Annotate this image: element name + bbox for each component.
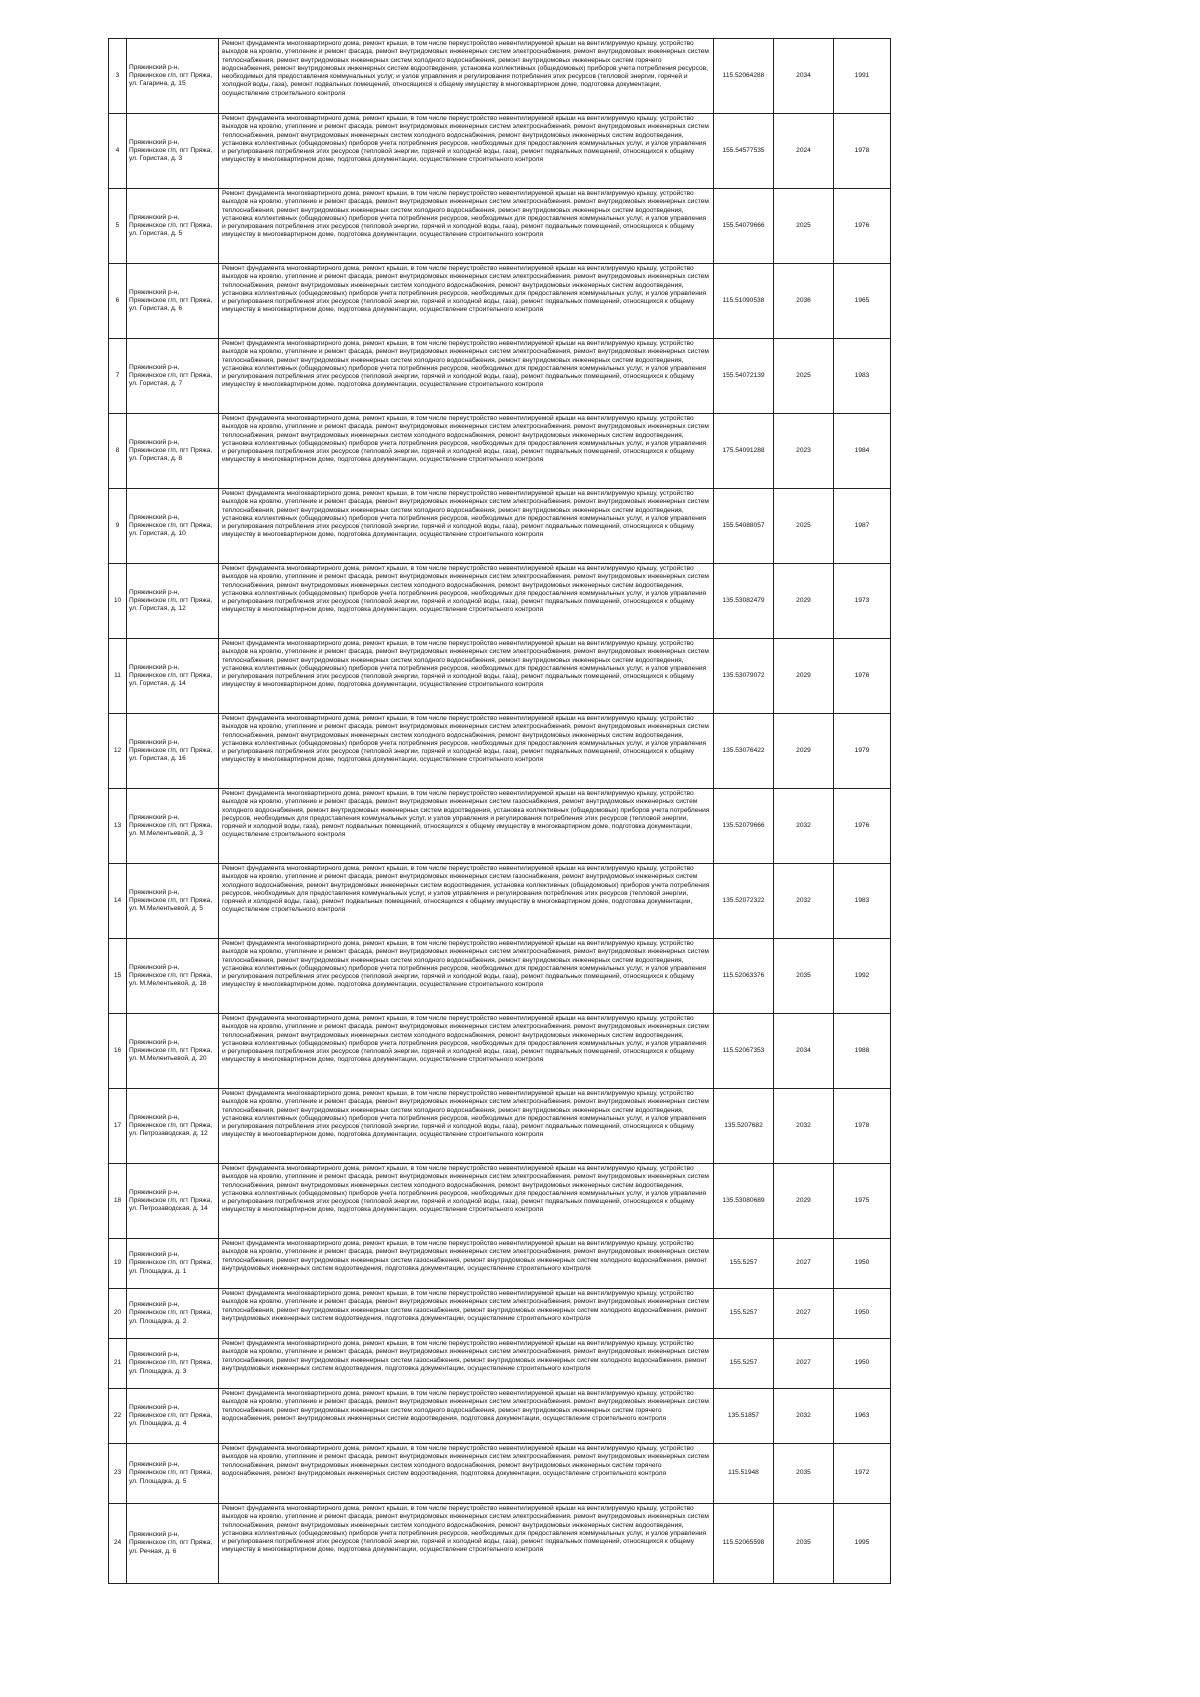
area-cell: 155.54577535 — [714, 114, 774, 189]
row-number: 15 — [109, 939, 127, 1014]
planned-year-cell: 2029 — [774, 714, 834, 789]
address-cell: Пряжинский р-н, Пряжинское г/п, пгт Пряжа, ул. Гористая, д. 3 — [127, 114, 219, 189]
works-cell: Ремонт фундамента многоквартирного дома, ремонт крыши, в том числе переустройство невентилируемой крыши на вентилируемую крышу, устройство выходов на кровлю, утепление и ремонт фасада, ремонт внутридомовых инженерных систем электроснабжения, ремонт внутридомовых инженерных систем теплоснабжения, ремонт внутридомовых инженерных систем холодного водоснабжения, ремонт внутридомовых инженерных систем водоотведения, установка коллективных (общедомовых) приборов учета потребления ресурсов, необходимых для предоставления коммунальных услуг, и узлов управления и регулирования потребления этих ресурсов (тепловой энергии, горячей и холодной воды, газа), ремонт подвальных помещений, относящихся к общему имуществу в многоквартирном доме, подготовка документации, осуществление строительного контроля — [219, 114, 714, 189]
address-cell: Пряжинский р-н, Пряжинское г/п, пгт Пряжа, ул. Гористая, д. 5 — [127, 189, 219, 264]
address-cell: Пряжинский р-н, Пряжинское г/п, пгт Пряжа, ул. Гористая, д. 8 — [127, 414, 219, 489]
built-year-cell: 1976 — [834, 639, 891, 714]
planned-year-cell: 2032 — [774, 789, 834, 864]
built-year-cell: 1979 — [834, 714, 891, 789]
address-cell: Пряжинский р-н, Пряжинское г/п, пгт Пряжа, ул. Площадка, д. 3 — [127, 1339, 219, 1389]
area-cell: 135.51857 — [714, 1389, 774, 1444]
planned-year-cell: 2032 — [774, 864, 834, 939]
works-cell: Ремонт фундамента многоквартирного дома, ремонт крыши, в том числе переустройство невентилируемой крыши на вентилируемую крышу, устройство выходов на кровлю, утепление и ремонт фасада, ремонт внутридомовых инженерных систем электроснабжения, ремонт внутридомовых инженерных систем теплоснабжения, ремонт внутридомовых инженерных систем холодного водоснабжения, ремонт внутридомовых инженерных систем горячего водоснабжения, ремонт внутридомовых инженерных систем водоотведения, подготовка документации, осуществление строительного контроля — [219, 1389, 714, 1444]
works-cell: Ремонт фундамента многоквартирного дома, ремонт крыши, в том числе переустройство невентилируемой крыши на вентилируемую крышу, устройство выходов на кровлю, утепление и ремонт фасада, ремонт внутридомовых инженерных систем электроснабжения, ремонт внутридомовых инженерных систем теплоснабжения, ремонт внутридомовых инженерных систем холодного водоснабжения, ремонт внутридомовых инженерных систем горячего водоснабжения, ремонт внутридомовых инженерных систем водоотведения, подготовка документации, осуществление строительного контроля — [219, 1444, 714, 1504]
built-year-cell: 1983 — [834, 864, 891, 939]
works-cell: Ремонт фундамента многоквартирного дома, ремонт крыши, в том числе переустройство невентилируемой крыши на вентилируемую крышу, устройство выходов на кровлю, утепление и ремонт фасада, ремонт внутридомовых инженерных систем электроснабжения, ремонт внутридомовых инженерных систем теплоснабжения, ремонт внутридомовых инженерных систем холодного водоснабжения, ремонт внутридомовых инженерных систем водоотведения, установка коллективных (общедомовых) приборов учета потребления ресурсов, необходимых для предоставления коммунальных услуг, и узлов управления и регулирования потребления этих ресурсов (тепловой энергии, горячей и холодной воды, газа), ремонт подвальных помещений, относящихся к общему имуществу в многоквартирном доме, подготовка документации, осуществление строительного контроля — [219, 339, 714, 414]
row-number: 16 — [109, 1014, 127, 1089]
address-cell: Пряжинский р-н, Пряжинское г/п, пгт Пряжа, ул. Площадка, д. 4 — [127, 1389, 219, 1444]
planned-year-cell: 2023 — [774, 414, 834, 489]
address-cell: Пряжинский р-н, Пряжинское г/п, пгт Пряжа, ул. Речная, д. 6 — [127, 1504, 219, 1584]
row-number: 22 — [109, 1389, 127, 1444]
area-cell: 155.54088057 — [714, 489, 774, 564]
works-cell: Ремонт фундамента многоквартирного дома, ремонт крыши, в том числе переустройство невентилируемой крыши на вентилируемую крышу, устройство выходов на кровлю, утепление и ремонт фасада, ремонт внутридомовых инженерных систем электроснабжения, ремонт внутридомовых инженерных систем теплоснабжения, ремонт внутридомовых инженерных систем газоснабжения, ремонт внутридомовых инженерных систем холодного водоснабжения, ремонт внутридомовых инженерных систем водоотведения, подготовка документации, осуществление строительного контроля — [219, 1339, 714, 1389]
row-number: 23 — [109, 1444, 127, 1504]
table-row — [109, 264, 891, 339]
works-cell: Ремонт фундамента многоквартирного дома, ремонт крыши, в том числе переустройство невентилируемой крыши на вентилируемую крышу, устройство выходов на кровлю, утепление и ремонт фасада, ремонт внутридомовых инженерных систем электроснабжения, ремонт внутридомовых инженерных систем теплоснабжения, ремонт внутридомовых инженерных систем холодного водоснабжения, ремонт внутридомовых инженерных систем водоотведения, установка коллективных (общедомовых) приборов учета потребления ресурсов, необходимых для предоставления коммунальных услуг, и узлов управления и регулирования потребления этих ресурсов (тепловой энергии, горячей и холодной воды, газа), ремонт подвальных помещений, относящихся к общему имуществу в многоквартирном доме, подготовка документации, осуществление строительного контроля — [219, 714, 714, 789]
area-cell: 135.53076422 — [714, 714, 774, 789]
built-year-cell: 1984 — [834, 414, 891, 489]
row-number: 8 — [109, 414, 127, 489]
planned-year-cell: 2027 — [774, 1239, 834, 1289]
table-row — [109, 639, 891, 714]
row-number: 13 — [109, 789, 127, 864]
area-cell: 155.5257 — [714, 1339, 774, 1389]
address-cell: Пряжинский р-н, Пряжинское г/п, пгт Пряжа, ул. М.Мелентьевой, д. 3 — [127, 789, 219, 864]
table-row — [109, 414, 891, 489]
table-row — [109, 339, 891, 414]
address-cell: Пряжинский р-н, Пряжинское г/п, пгт Пряжа, ул. Гористая, д. 10 — [127, 489, 219, 564]
area-cell: 115.52064288 — [714, 39, 774, 114]
area-cell: 155.54072139 — [714, 339, 774, 414]
table-row — [109, 189, 891, 264]
built-year-cell: 1950 — [834, 1339, 891, 1389]
address-cell: Пряжинский р-н, Пряжинское г/п, пгт Пряжа, ул. Гористая, д. 12 — [127, 564, 219, 639]
planned-year-cell: 2025 — [774, 339, 834, 414]
address-cell: Пряжинский р-н, Пряжинское г/п, пгт Пряжа, ул. Петрозаводская, д. 14 — [127, 1164, 219, 1239]
planned-year-cell: 2035 — [774, 1444, 834, 1504]
row-number: 24 — [109, 1504, 127, 1584]
document-sheet — [108, 38, 890, 1584]
built-year-cell: 1950 — [834, 1239, 891, 1289]
address-cell: Пряжинский р-н, Пряжинское г/п, пгт Пряжа, ул. Гористая, д. 14 — [127, 639, 219, 714]
area-cell: 155.5257 — [714, 1289, 774, 1339]
built-year-cell: 1995 — [834, 1504, 891, 1584]
table-row — [109, 1504, 891, 1584]
works-cell: Ремонт фундамента многоквартирного дома, ремонт крыши, в том числе переустройство невентилируемой крыши на вентилируемую крышу, устройство выходов на кровлю, утепление и ремонт фасада, ремонт внутридомовых инженерных систем электроснабжения, ремонт внутридомовых инженерных систем теплоснабжения, ремонт внутридомовых инженерных систем холодного водоснабжения, ремонт внутридомовых инженерных систем водоотведения, установка коллективных (общедомовых) приборов учета потребления ресурсов, необходимых для предоставления коммунальных услуг, и узлов управления и регулирования потребления этих ресурсов (тепловой энергии, горячей и холодной воды, газа), ремонт подвальных помещений, относящихся к общему имуществу в многоквартирном доме, подготовка документации, осуществление строительного контроля — [219, 414, 714, 489]
row-number: 9 — [109, 489, 127, 564]
works-cell: Ремонт фундамента многоквартирного дома, ремонт крыши, в том числе переустройство невентилируемой крыши на вентилируемую крышу, устройство выходов на кровлю, утепление и ремонт фасада, ремонт внутридомовых инженерных систем электроснабжения, ремонт внутридомовых инженерных систем теплоснабжения, ремонт внутридомовых инженерных систем холодного водоснабжения, ремонт внутридомовых инженерных систем водоотведения, установка коллективных (общедомовых) приборов учета потребления ресурсов, необходимых для предоставления коммунальных услуг, и узлов управления и регулирования потребления этих ресурсов (тепловой энергии, горячей и холодной воды, газа), ремонт подвальных помещений, относящихся к общему имуществу в многоквартирном доме, подготовка документации, осуществление строительного контроля — [219, 939, 714, 1014]
table-row — [109, 1089, 891, 1164]
built-year-cell: 1991 — [834, 39, 891, 114]
table-body — [109, 39, 891, 1584]
built-year-cell: 1976 — [834, 789, 891, 864]
planned-year-cell: 2032 — [774, 1089, 834, 1164]
row-number: 14 — [109, 864, 127, 939]
works-cell: Ремонт фундамента многоквартирного дома, ремонт крыши, в том числе переустройство невентилируемой крыши на вентилируемую крышу, устройство выходов на кровлю, утепление и ремонт фасада, ремонт внутридомовых инженерных систем электроснабжения, ремонт внутридомовых инженерных систем теплоснабжения, ремонт внутридомовых инженерных систем холодного водоснабжения, ремонт внутридомовых инженерных систем водоотведения, установка коллективных (общедомовых) приборов учета потребления ресурсов, необходимых для предоставления коммунальных услуг, и узлов управления и регулирования потребления этих ресурсов (тепловой энергии, горячей и холодной воды, газа), ремонт подвальных помещений, относящихся к общему имуществу в многоквартирном доме, подготовка документации, осуществление строительного контроля — [219, 1089, 714, 1164]
row-number: 18 — [109, 1164, 127, 1239]
works-cell: Ремонт фундамента многоквартирного дома, ремонт крыши, в том числе переустройство невентилируемой крыши на вентилируемую крышу, устройство выходов на кровлю, утепление и ремонт фасада, ремонт внутридомовых инженерных систем электроснабжения, ремонт внутридомовых инженерных систем теплоснабжения, ремонт внутридомовых инженерных систем холодного водоснабжения, ремонт внутридомовых инженерных систем водоотведения, установка коллективных (общедомовых) приборов учета потребления ресурсов, необходимых для предоставления коммунальных услуг, и узлов управления и регулирования потребления этих ресурсов (тепловой энергии, горячей и холодной воды, газа), ремонт подвальных помещений, относящихся к общему имуществу в многоквартирном доме, подготовка документации, осуществление строительного контроля — [219, 489, 714, 564]
area-cell: 155.54079666 — [714, 189, 774, 264]
planned-year-cell: 2034 — [774, 1014, 834, 1089]
row-number: 5 — [109, 189, 127, 264]
works-cell: Ремонт фундамента многоквартирного дома, ремонт крыши, в том числе переустройство невентилируемой крыши на вентилируемую крышу, устройство выходов на кровлю, утепление и ремонт фасада, ремонт внутридомовых инженерных систем электроснабжения, ремонт внутридомовых инженерных систем теплоснабжения, ремонт внутридомовых инженерных систем холодного водоснабжения, ремонт внутридомовых инженерных систем водоотведения, установка коллективных (общедомовых) приборов учета потребления ресурсов, необходимых для предоставления коммунальных услуг, и узлов управления и регулирования потребления этих ресурсов (тепловой энергии, горячей и холодной воды, газа), ремонт подвальных помещений, относящихся к общему имуществу в многоквартирном доме, подготовка документации, осуществление строительного контроля — [219, 1014, 714, 1089]
built-year-cell: 1965 — [834, 264, 891, 339]
row-number: 4 — [109, 114, 127, 189]
row-number: 12 — [109, 714, 127, 789]
table-row — [109, 39, 891, 114]
planned-year-cell: 2029 — [774, 1164, 834, 1239]
area-cell: 135.52072322 — [714, 864, 774, 939]
table-row — [109, 1164, 891, 1239]
built-year-cell: 1950 — [834, 1289, 891, 1339]
address-cell: Пряжинский р-н, Пряжинское г/п, пгт Пряжа, ул. Площадка, д. 2 — [127, 1289, 219, 1339]
table-row — [109, 564, 891, 639]
works-cell: Ремонт фундамента многоквартирного дома, ремонт крыши, в том числе переустройство невентилируемой крыши на вентилируемую крышу, устройство выходов на кровлю, утепление и ремонт фасада, ремонт внутридомовых инженерных систем электроснабжения, ремонт внутридомовых инженерных систем теплоснабжения, ремонт внутридомовых инженерных систем холодного водоснабжения, ремонт внутридомовых инженерных систем водоотведения, установка коллективных (общедомовых) приборов учета потребления ресурсов, необходимых для предоставления коммунальных услуг, и узлов управления и регулирования потребления этих ресурсов (тепловой энергии, горячей и холодной воды, газа), ремонт подвальных помещений, относящихся к общему имуществу в многоквартирном доме, подготовка документации, осуществление строительного контроля — [219, 1164, 714, 1239]
planned-year-cell: 2029 — [774, 564, 834, 639]
area-cell: 115.51090538 — [714, 264, 774, 339]
address-cell: Пряжинский р-н, Пряжинское г/п, пгт Пряжа, ул. М.Мелентьевой, д. 5 — [127, 864, 219, 939]
table-row — [109, 1239, 891, 1289]
table-row — [109, 1389, 891, 1444]
table-row — [109, 939, 891, 1014]
built-year-cell: 1976 — [834, 189, 891, 264]
works-cell: Ремонт фундамента многоквартирного дома, ремонт крыши, в том числе переустройство невентилируемой крыши на вентилируемую крышу, устройство выходов на кровлю, утепление и ремонт фасада, ремонт внутридомовых инженерных систем электроснабжения, ремонт внутридомовых инженерных систем теплоснабжения, ремонт внутридомовых инженерных систем холодного водоснабжения, ремонт внутридомовых инженерных систем водоотведения, установка коллективных (общедомовых) приборов учета потребления ресурсов, необходимых для предоставления коммунальных услуг, и узлов управления и регулирования потребления этих ресурсов (тепловой энергии, горячей и холодной воды, газа), ремонт подвальных помещений, относящихся к общему имуществу в многоквартирном доме, подготовка документации, осуществление строительного контроля — [219, 264, 714, 339]
table-row — [109, 1339, 891, 1389]
built-year-cell: 1983 — [834, 339, 891, 414]
built-year-cell: 1972 — [834, 1444, 891, 1504]
planned-year-cell: 2029 — [774, 639, 834, 714]
works-cell: Ремонт фундамента многоквартирного дома, ремонт крыши, в том числе переустройство невентилируемой крыши на вентилируемую крышу, устройство выходов на кровлю, утепление и ремонт фасада, ремонт внутридомовых инженерных систем электроснабжения, ремонт внутридомовых инженерных систем теплоснабжения, ремонт внутридомовых инженерных систем холодного водоснабжения, ремонт внутридомовых инженерных систем горячего водоснабжения, ремонт внутридомовых инженерных систем водоотведения, установка коллективных (общедомовых) приборов учета потребления ресурсов, необходимых для предоставления коммунальных услуг, и узлов управления и регулирования потребления этих ресурсов (тепловой энергии, горячей и холодной воды, газа), ремонт подвальных помещений, относящихся к общему имуществу в многоквартирном доме, подготовка документации, осуществление строительного контроля — [219, 39, 714, 114]
area-cell: 155.5257 — [714, 1239, 774, 1289]
built-year-cell: 1992 — [834, 939, 891, 1014]
works-cell: Ремонт фундамента многоквартирного дома, ремонт крыши, в том числе переустройство невентилируемой крыши на вентилируемую крышу, устройство выходов на кровлю, утепление и ремонт фасада, ремонт внутридомовых инженерных систем газоснабжения, ремонт внутридомовых инженерных систем холодного водоснабжения, ремонт внутридомовых инженерных систем водоотведения, установка коллективных (общедомовых) приборов учета потребления ресурсов, необходимых для предоставления коммунальных услуг, и узлов управления и регулирования потребления этих ресурсов (тепловой энергии, горячей и холодной воды, газа), ремонт подвальных помещений, относящихся к общему имуществу в многоквартирном доме, подготовка документации, осуществление строительного контроля — [219, 864, 714, 939]
area-cell: 175.54091288 — [714, 414, 774, 489]
row-number: 19 — [109, 1239, 127, 1289]
address-cell: Пряжинский р-н, Пряжинское г/п, пгт Пряжа, ул. Гористая, д. 7 — [127, 339, 219, 414]
address-cell: Пряжинский р-н, Пряжинское г/п, пгт Пряжа, ул. М.Мелентьевой, д. 20 — [127, 1014, 219, 1089]
address-cell: Пряжинский р-н, Пряжинское г/п, пгт Пряжа, ул. Петрозаводская, д. 12 — [127, 1089, 219, 1164]
works-cell: Ремонт фундамента многоквартирного дома, ремонт крыши, в том числе переустройство невентилируемой крыши на вентилируемую крышу, устройство выходов на кровлю, утепление и ремонт фасада, ремонт внутридомовых инженерных систем газоснабжения, ремонт внутридомовых инженерных систем холодного водоснабжения, ремонт внутридомовых инженерных систем водоотведения, установка коллективных (общедомовых) приборов учета потребления ресурсов, необходимых для предоставления коммунальных услуг, и узлов управления и регулирования потребления этих ресурсов (тепловой энергии, горячей и холодной воды, газа), ремонт подвальных помещений, относящихся к общему имуществу в многоквартирном доме, подготовка документации, осуществление строительного контроля — [219, 789, 714, 864]
area-cell: 135.53079072 — [714, 639, 774, 714]
works-cell: Ремонт фундамента многоквартирного дома, ремонт крыши, в том числе переустройство невентилируемой крыши на вентилируемую крышу, устройство выходов на кровлю, утепление и ремонт фасада, ремонт внутридомовых инженерных систем электроснабжения, ремонт внутридомовых инженерных систем теплоснабжения, ремонт внутридомовых инженерных систем холодного водоснабжения, ремонт внутридомовых инженерных систем водоотведения, установка коллективных (общедомовых) приборов учета потребления ресурсов, необходимых для предоставления коммунальных услуг, и узлов управления и регулирования потребления этих ресурсов (тепловой энергии, горячей и холодной воды, газа), ремонт подвальных помещений, относящихся к общему имуществу в многоквартирном доме, подготовка документации, осуществление строительного контроля — [219, 639, 714, 714]
built-year-cell: 1987 — [834, 489, 891, 564]
planned-year-cell: 2024 — [774, 114, 834, 189]
works-cell: Ремонт фундамента многоквартирного дома, ремонт крыши, в том числе переустройство невентилируемой крыши на вентилируемую крышу, устройство выходов на кровлю, утепление и ремонт фасада, ремонт внутридомовых инженерных систем электроснабжения, ремонт внутридомовых инженерных систем теплоснабжения, ремонт внутридомовых инженерных систем холодного водоснабжения, ремонт внутридомовых инженерных систем водоотведения, установка коллективных (общедомовых) приборов учета потребления ресурсов, необходимых для предоставления коммунальных услуг, и узлов управления и регулирования потребления этих ресурсов (тепловой энергии, горячей и холодной воды, газа), ремонт подвальных помещений, относящихся к общему имуществу в многоквартирном доме, подготовка документации, осуществление строительного контроля — [219, 1504, 714, 1584]
built-year-cell: 1978 — [834, 114, 891, 189]
planned-year-cell: 2027 — [774, 1339, 834, 1389]
address-cell: Пряжинский р-н, Пряжинское г/п, пгт Пряжа, ул. М.Мелентьевой, д. 18 — [127, 939, 219, 1014]
row-number: 17 — [109, 1089, 127, 1164]
works-cell: Ремонт фундамента многоквартирного дома, ремонт крыши, в том числе переустройство невентилируемой крыши на вентилируемую крышу, устройство выходов на кровлю, утепление и ремонт фасада, ремонт внутридомовых инженерных систем электроснабжения, ремонт внутридомовых инженерных систем теплоснабжения, ремонт внутридомовых инженерных систем холодного водоснабжения, ремонт внутридомовых инженерных систем водоотведения, установка коллективных (общедомовых) приборов учета потребления ресурсов, необходимых для предоставления коммунальных услуг, и узлов управления и регулирования потребления этих ресурсов (тепловой энергии, горячей и холодной воды, газа), ремонт подвальных помещений, относящихся к общему имуществу в многоквартирном доме, подготовка документации, осуществление строительного контроля — [219, 189, 714, 264]
planned-year-cell: 2036 — [774, 264, 834, 339]
area-cell: 135.53082479 — [714, 564, 774, 639]
planned-year-cell: 2035 — [774, 1504, 834, 1584]
built-year-cell: 1975 — [834, 1164, 891, 1239]
planned-year-cell: 2034 — [774, 39, 834, 114]
built-year-cell: 1963 — [834, 1389, 891, 1444]
planned-year-cell: 2025 — [774, 489, 834, 564]
built-year-cell: 1973 — [834, 564, 891, 639]
area-cell: 115.51948 — [714, 1444, 774, 1504]
row-number: 21 — [109, 1339, 127, 1389]
area-cell: 115.52067353 — [714, 1014, 774, 1089]
address-cell: Пряжинский р-н, Пряжинское г/п, пгт Пряжа, ул. Гористая, д. 6 — [127, 264, 219, 339]
table-row — [109, 489, 891, 564]
table-row — [109, 714, 891, 789]
row-number: 3 — [109, 39, 127, 114]
address-cell: Пряжинский р-н, Пряжинское г/п, пгт Пряжа, ул. Площадка, д. 1 — [127, 1239, 219, 1289]
area-cell: 135.5207682 — [714, 1089, 774, 1164]
area-cell: 115.52065598 — [714, 1504, 774, 1584]
address-cell: Пряжинский р-н, Пряжинское г/п, пгт Пряжа, ул. Площадка, д. 5 — [127, 1444, 219, 1504]
table-row — [109, 1289, 891, 1339]
row-number: 11 — [109, 639, 127, 714]
works-cell: Ремонт фундамента многоквартирного дома, ремонт крыши, в том числе переустройство невентилируемой крыши на вентилируемую крышу, устройство выходов на кровлю, утепление и ремонт фасада, ремонт внутридомовых инженерных систем электроснабжения, ремонт внутридомовых инженерных систем теплоснабжения, ремонт внутридомовых инженерных систем холодного водоснабжения, ремонт внутридомовых инженерных систем водоотведения, установка коллективных (общедомовых) приборов учета потребления ресурсов, необходимых для предоставления коммунальных услуг, и узлов управления и регулирования потребления этих ресурсов (тепловой энергии, горячей и холодной воды, газа), ремонт подвальных помещений, относящихся к общему имуществу в многоквартирном доме, подготовка документации, осуществление строительного контроля — [219, 564, 714, 639]
built-year-cell: 1988 — [834, 1014, 891, 1089]
table-row — [109, 789, 891, 864]
planned-year-cell: 2035 — [774, 939, 834, 1014]
works-cell: Ремонт фундамента многоквартирного дома, ремонт крыши, в том числе переустройство невентилируемой крыши на вентилируемую крышу, устройство выходов на кровлю, утепление и ремонт фасада, ремонт внутридомовых инженерных систем электроснабжения, ремонт внутридомовых инженерных систем теплоснабжения, ремонт внутридомовых инженерных систем газоснабжения, ремонт внутридомовых инженерных систем холодного водоснабжения, ремонт внутридомовых инженерных систем водоотведения, подготовка документации, осуществление строительного контроля — [219, 1289, 714, 1339]
table-row — [109, 1444, 891, 1504]
table-row — [109, 1014, 891, 1089]
planned-year-cell: 2025 — [774, 189, 834, 264]
row-number: 7 — [109, 339, 127, 414]
repair-register-table — [108, 38, 891, 1584]
row-number: 10 — [109, 564, 127, 639]
row-number: 20 — [109, 1289, 127, 1339]
planned-year-cell: 2027 — [774, 1289, 834, 1339]
area-cell: 135.52079666 — [714, 789, 774, 864]
table-row — [109, 864, 891, 939]
address-cell: Пряжинский р-н, Пряжинское г/п, пгт Пряжа, ул. Гористая, д. 16 — [127, 714, 219, 789]
area-cell: 135.53080689 — [714, 1164, 774, 1239]
built-year-cell: 1978 — [834, 1089, 891, 1164]
planned-year-cell: 2032 — [774, 1389, 834, 1444]
row-number: 6 — [109, 264, 127, 339]
works-cell: Ремонт фундамента многоквартирного дома, ремонт крыши, в том числе переустройство невентилируемой крыши на вентилируемую крышу, устройство выходов на кровлю, утепление и ремонт фасада, ремонт внутридомовых инженерных систем электроснабжения, ремонт внутридомовых инженерных систем теплоснабжения, ремонт внутридомовых инженерных систем газоснабжения, ремонт внутридомовых инженерных систем холодного водоснабжения, ремонт внутридомовых инженерных систем водоотведения, подготовка документации, осуществление строительного контроля — [219, 1239, 714, 1289]
table-row — [109, 114, 891, 189]
area-cell: 115.52063376 — [714, 939, 774, 1014]
address-cell: Пряжинский р-н, Пряжинское г/п, пгт Пряжа, ул. Гагарина, д. 15 — [127, 39, 219, 114]
